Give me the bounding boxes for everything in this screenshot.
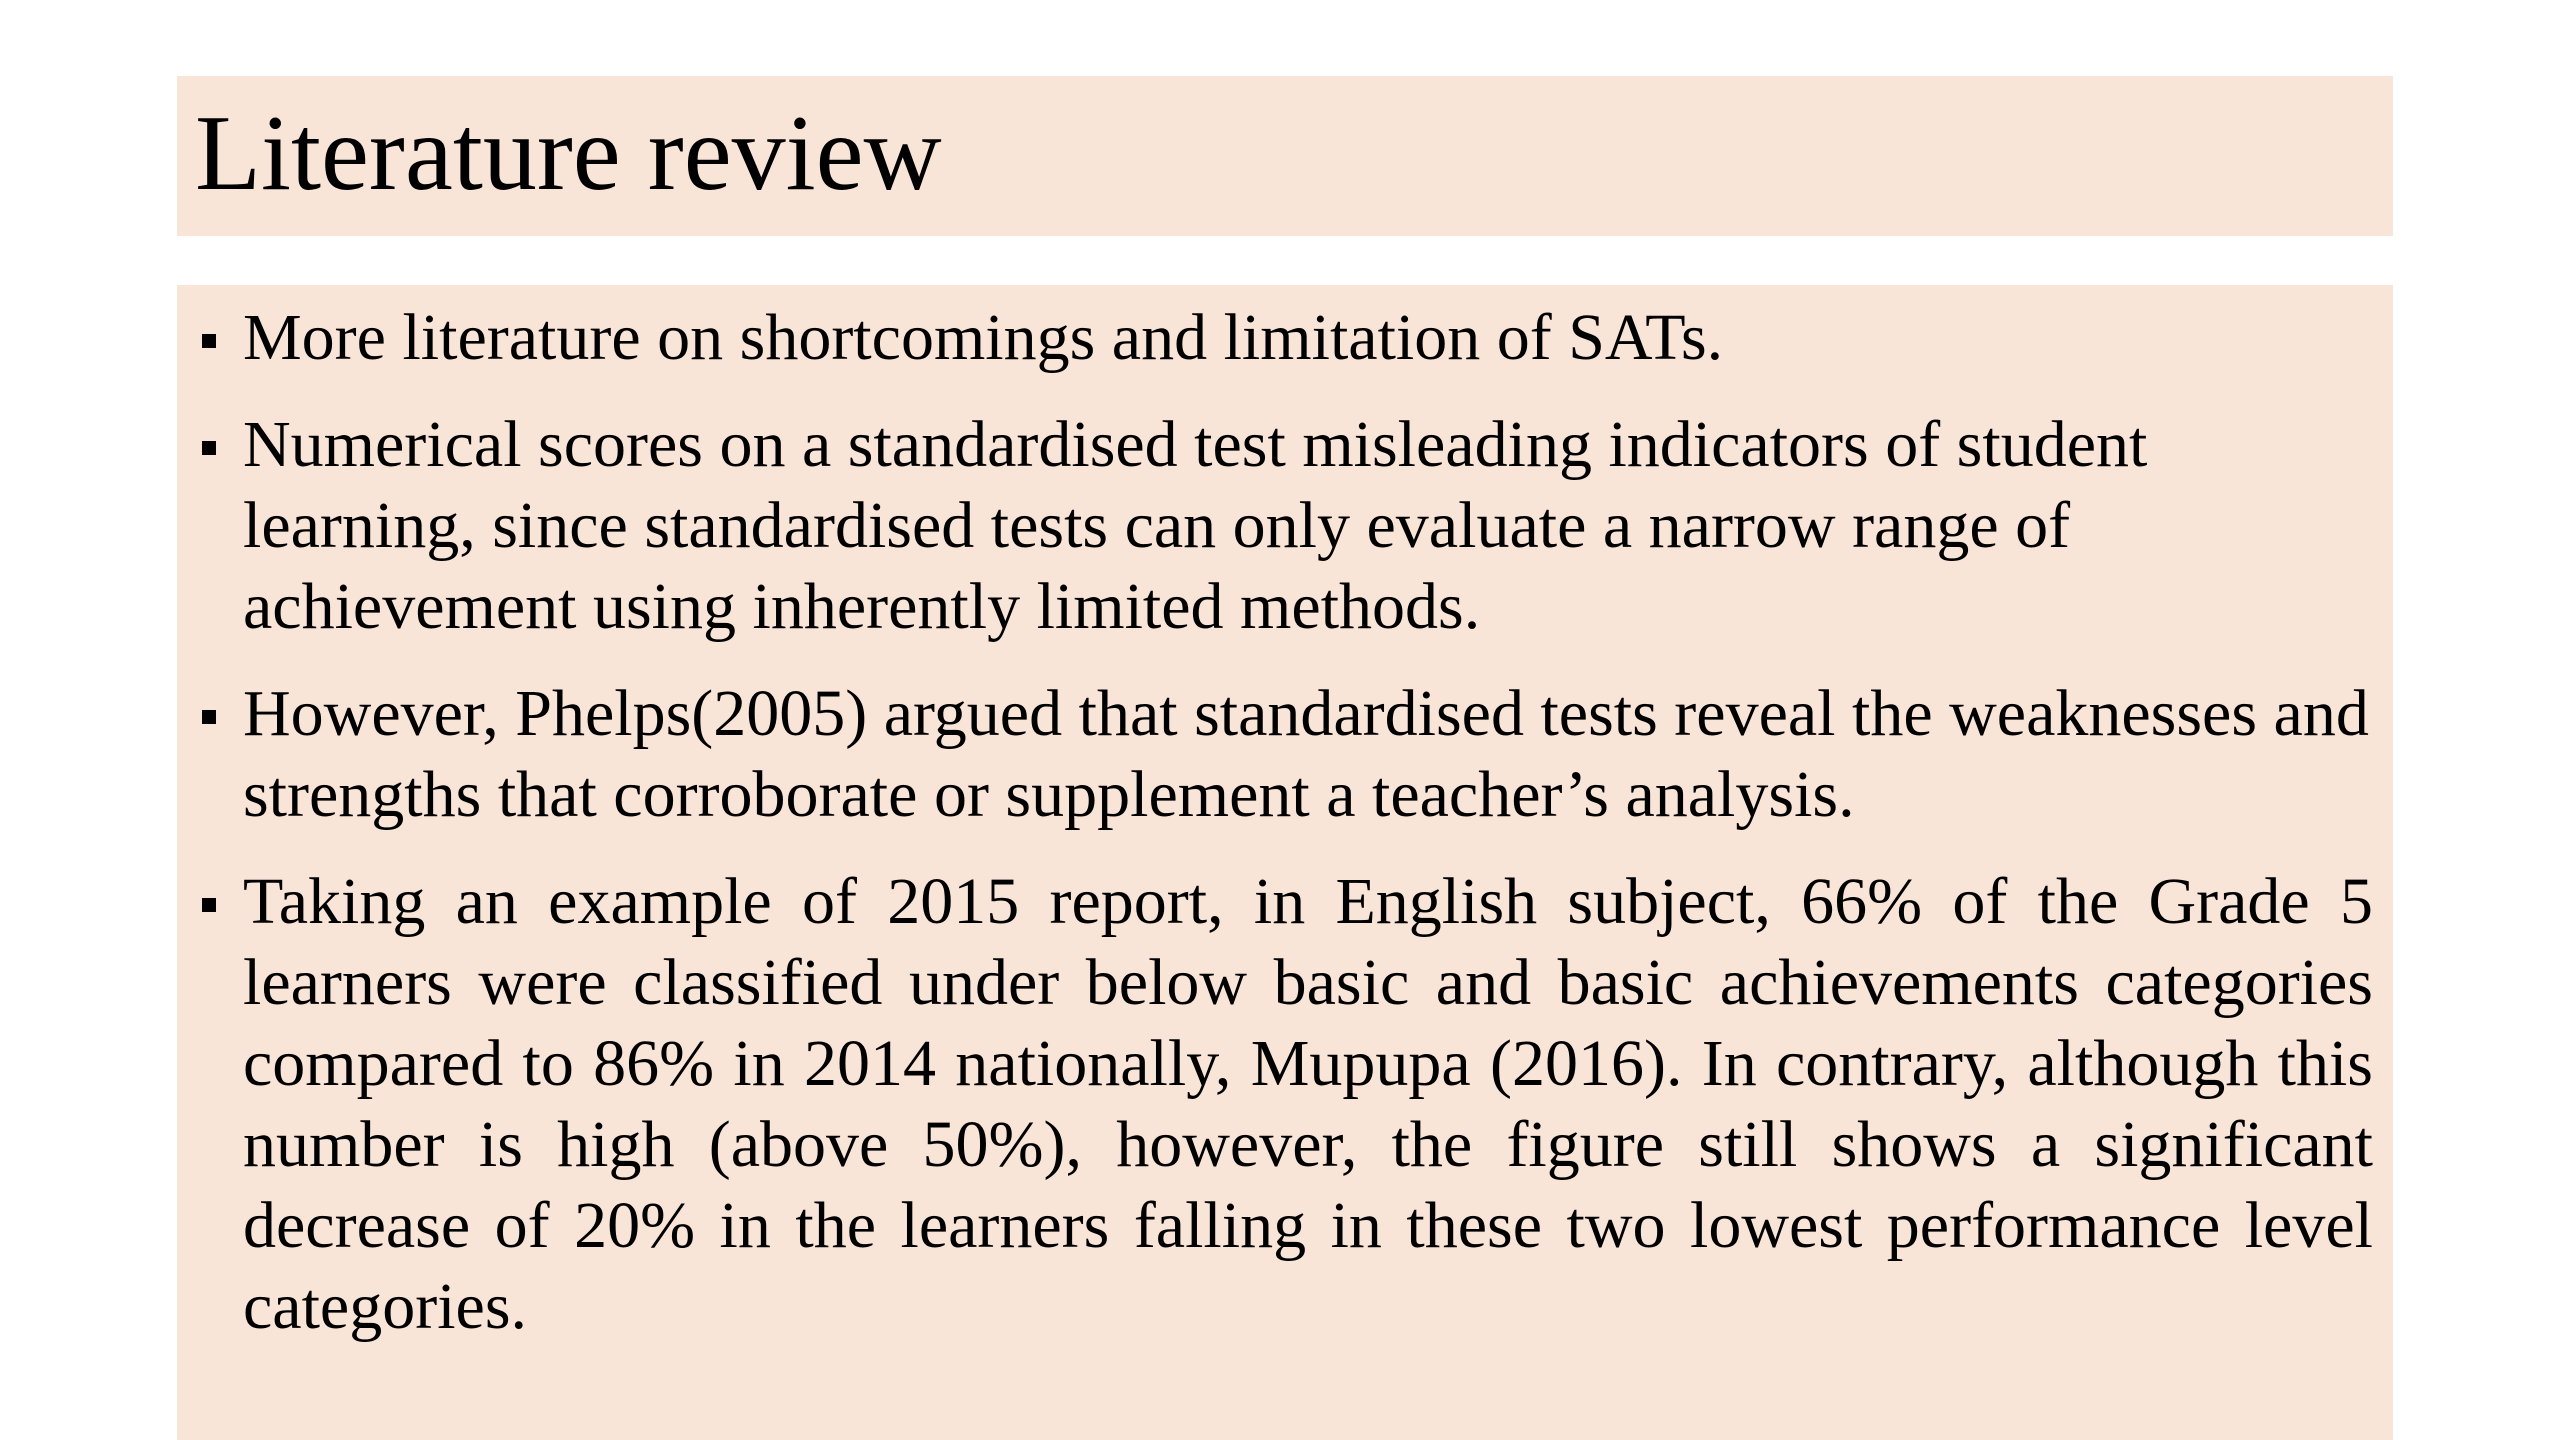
bullet-item-1 [243, 297, 2373, 378]
square-bullet-icon [202, 710, 216, 724]
square-bullet-icon [202, 441, 216, 455]
square-bullet-icon [202, 334, 216, 348]
bullet-item-2 [243, 404, 2373, 647]
bullet-text-2: Numerical scores on a standardised test misleading indicators of student learning, since standardised tests can only evaluate a narrow range of achievement using inherently limited methods. [243, 408, 2148, 643]
bullet-item-4 [243, 861, 2373, 1347]
bullet-item-3 [243, 673, 2373, 835]
title-box [177, 76, 2393, 236]
content-box [177, 285, 2393, 1440]
bullet-text-3: However, Phelps(2005) argued that standardised tests reveal the weaknesses and strengths that corroborate or supplement a teacher’s analysis. [243, 677, 2369, 831]
bullet-text-1: More literature on shortcomings and limitation of SATs. [243, 301, 1724, 374]
square-bullet-icon [202, 898, 216, 912]
slide-title: Literature review [195, 94, 942, 213]
bullet-list [243, 297, 2373, 1347]
bullet-text-4: Taking an example of 2015 report, in English subject, 66% of the Grade 5 learners were classified under below basic and basic achievements categories compared to 86% in 2014 nationally, Mupupa (2016). In contrary, although this number is high (above 50%), however, the figure still shows a significant decrease of 20% in the learners falling in these two lowest performance level categories. [243, 865, 2373, 1343]
